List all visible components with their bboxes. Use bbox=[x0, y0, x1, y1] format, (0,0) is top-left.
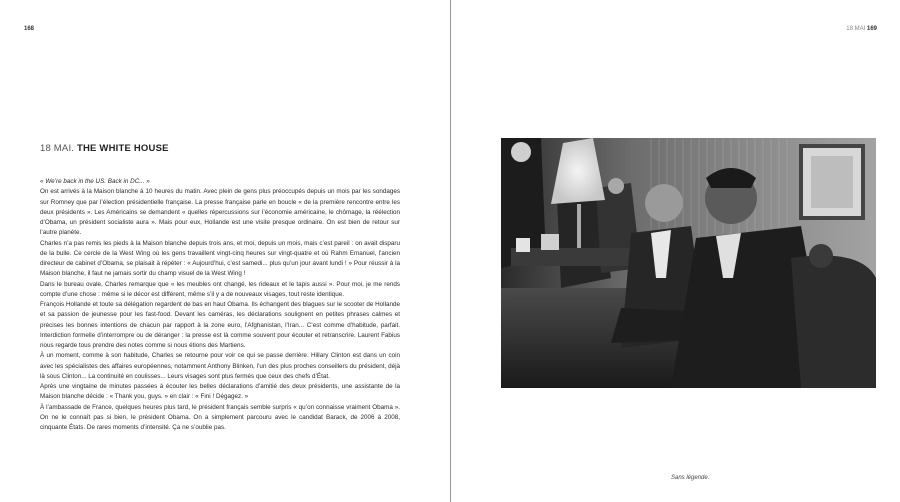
paragraph: On est arrivés à la Maison blanche à 10 heures du matin. Avec plein de gens plus préoccupés depuis un mois par les sondages sur Romney que par l’élection présidentielle française. La presse française parle en boucle « de la première rencontre entre les deux présidents ». Les Américains se demandent « quelles répercussions sur l’économie américaine, le chômage, la réélection d’Obama, un président socialiste aura ». Mais pour eux, Hollande est une visite presque ordinaire. On est bien de retour sur l’autre planète. bbox=[40, 188, 400, 237]
folio-label: 18 MAI bbox=[846, 26, 866, 32]
paragraph: Après une vingtaine de minutes passées à écouter les belles déclarations d’amitié des deux présidents, une assistante de la Maison blanche décide : « Thank you, guys. » en clair : « Fini ! Dégagez. » bbox=[40, 383, 400, 401]
body-text bbox=[40, 177, 400, 433]
chapter-place: THE WHITE HOUSE bbox=[76, 143, 169, 154]
paragraph-quote: « We’re back in the US. Back in DC... » bbox=[40, 178, 150, 185]
paragraph: Dans le bureau ovale, Charles remarque que « les meubles ont changé, les rideaux et le tapis aussi ». Pour moi, je me rends compte d’une chose : même si le décor est différent, même s’il y a de nouveaux visages, tout reste identique. bbox=[40, 280, 400, 298]
chapter-title bbox=[40, 143, 169, 154]
paragraph: Charles n’a pas remis les pieds à la Maison blanche depuis trois ans, et moi, depuis un mois, mais c’est pareil : on avait disparu de la bulle. Ce cercle de la West Wing où les gens travaillent vingt-cinq heures sur vingt-quatre et où Rahm Emanuel, l’ancien directeur de cabinet d’Obama, se plaisait à répéter : « Aujourd’hui, c’est samedi... plus qu’un jour avant lundi ! » Pour réussir à la Maison blanche, il faut ne jamais sortir du champ visuel de la West Wing ! bbox=[40, 239, 400, 278]
paragraph: À un moment, comme à son habitude, Charles se retourne pour voir ce qui se passe derrière. Hillary Clinton est dans un coin avec les spécialistes des affaires européennes, notamment Anthony Blinken, l’un des plus proches conseillers du président, déjà là sous Clinton... La continuité en coulisses... Leurs visages sont plus fermés que ceux des chefs d’État. bbox=[40, 352, 400, 380]
right-page bbox=[451, 0, 900, 502]
photo-illustration bbox=[501, 138, 876, 388]
page-number-right: 169 bbox=[866, 26, 877, 32]
chapter-date: 18 MAI. bbox=[40, 143, 75, 154]
photograph bbox=[501, 138, 876, 388]
page-folio-right bbox=[846, 26, 877, 32]
photo-caption: Sans légende. bbox=[671, 475, 710, 481]
paragraph: À l’ambassade de France, quelques heures plus tard, le président français semble surpris « qu’on connaisse vraiment Obama ». On ne le connaît pas si bien, le président Obama. On a simplement parcouru avec le candidat Barack, de 2006 à 2008, cinquante États. De rares moments d’intensité. Ça ne s’oublie pas. bbox=[40, 403, 400, 431]
paragraph: François Hollande et toute sa délégation regardent de bas en haut Obama. Ils échangent des blagues sur le scooter de Hollande et sa passion de jeunesse pour les fast-food. Devant les caméras, les déclarations soulignent en petites phrases calmes et précises les bonnes intentions de chacun par rapport à la zone euro, l’Afghanistan, l’Iran... C’est comme d’habitude, parfait. Interdiction formelle d’interrompre ou de déranger : la presse est là comme souvent pour écouter et retranscrire. Laurent Fabius nous regarde tous prendre des notes comme si nous étions des Martiens. bbox=[40, 301, 400, 349]
page-number-left: 168 bbox=[24, 26, 35, 32]
